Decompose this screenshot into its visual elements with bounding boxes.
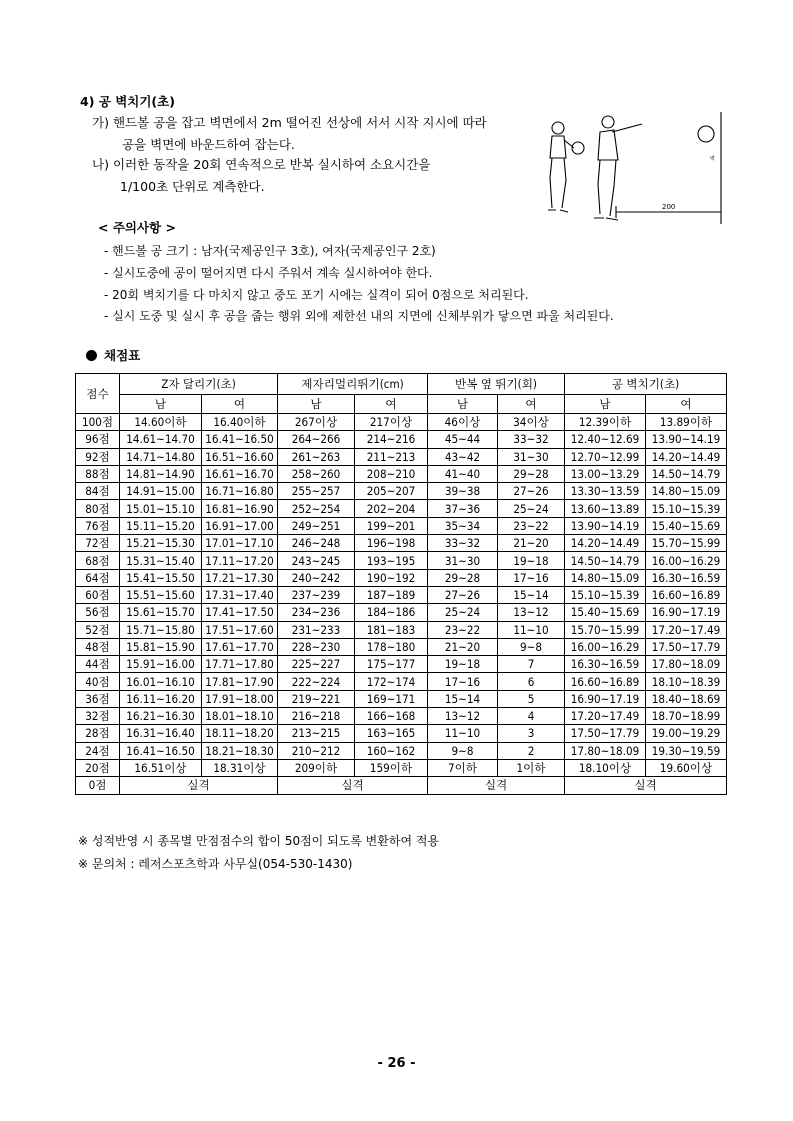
range-cell: 216~218 xyxy=(278,708,355,725)
range-cell: 14.80~15.09 xyxy=(646,483,727,500)
footnote: ※ 성적반영 시 종목별 만점점수의 합이 50점이 되도록 변환하여 적용 xyxy=(78,834,440,848)
range-cell: 14.50~14.79 xyxy=(565,552,646,569)
range-cell: 258~260 xyxy=(278,465,355,482)
range-cell: 15.40~15.69 xyxy=(646,517,727,534)
range-cell: 17.20~17.49 xyxy=(565,708,646,725)
range-cell: 13~12 xyxy=(498,604,565,621)
range-cell: 31~30 xyxy=(428,552,498,569)
range-cell: 17.61~17.70 xyxy=(202,638,278,655)
instruction-a xyxy=(92,112,487,156)
range-cell: 37~36 xyxy=(428,500,498,517)
range-cell: 16.01~16.10 xyxy=(120,673,202,690)
range-cell: 16.31~16.40 xyxy=(120,725,202,742)
table-row xyxy=(76,725,727,742)
range-cell: 16.90~17.19 xyxy=(646,604,727,621)
range-cell: 45~44 xyxy=(428,431,498,448)
range-cell: 15.40~15.69 xyxy=(565,604,646,621)
table-row xyxy=(76,465,727,482)
range-cell: 18.10~18.39 xyxy=(646,673,727,690)
range-cell: 17.41~17.50 xyxy=(202,604,278,621)
range-cell: 166~168 xyxy=(355,708,428,725)
range-cell: 27~26 xyxy=(498,483,565,500)
disqualified-cell: 실격 xyxy=(565,777,727,794)
section-title: 4) 공 벽치기(초) xyxy=(80,94,175,109)
table-row xyxy=(76,552,727,569)
score-cell: 52점 xyxy=(76,621,120,638)
range-cell: 16.30~16.59 xyxy=(565,656,646,673)
range-cell: 15.31~15.40 xyxy=(120,552,202,569)
range-cell: 17~16 xyxy=(498,569,565,586)
disqualified-cell: 실격 xyxy=(278,777,428,794)
range-cell: 18.11~18.20 xyxy=(202,725,278,742)
range-cell: 34이상 xyxy=(498,414,565,431)
range-cell: 181~183 xyxy=(355,621,428,638)
range-cell: 9~8 xyxy=(498,638,565,655)
range-cell: 19.30~19.59 xyxy=(646,742,727,759)
range-cell: 29~28 xyxy=(428,569,498,586)
score-cell: 44점 xyxy=(76,656,120,673)
range-cell: 15.61~15.70 xyxy=(120,604,202,621)
range-cell: 16.11~16.20 xyxy=(120,690,202,707)
range-cell: 184~186 xyxy=(355,604,428,621)
gender-header: 남 xyxy=(565,395,646,414)
range-cell: 29~28 xyxy=(498,465,565,482)
range-cell: 33~32 xyxy=(498,431,565,448)
range-cell: 19~18 xyxy=(428,656,498,673)
score-cell: 24점 xyxy=(76,742,120,759)
range-cell: 17.31~17.40 xyxy=(202,586,278,603)
range-cell: 13.89이하 xyxy=(646,414,727,431)
range-cell: 16.41~16.50 xyxy=(120,742,202,759)
range-cell: 16.71~16.80 xyxy=(202,483,278,500)
range-cell: 1이하 xyxy=(498,759,565,776)
range-cell: 178~180 xyxy=(355,638,428,655)
table-row xyxy=(76,708,727,725)
range-cell: 16.61~16.70 xyxy=(202,465,278,482)
range-cell: 15~14 xyxy=(428,690,498,707)
score-table-body xyxy=(76,414,727,795)
range-cell: 16.60~16.89 xyxy=(646,586,727,603)
table-row xyxy=(76,483,727,500)
note-item: - 실시도중에 공이 떨어지면 다시 주워서 계속 실시하여야 한다. xyxy=(104,266,433,280)
score-cell: 36점 xyxy=(76,690,120,707)
score-cell: 72점 xyxy=(76,535,120,552)
gender-header: 남 xyxy=(278,395,355,414)
gender-header: 남 xyxy=(428,395,498,414)
range-cell: 15.41~15.50 xyxy=(120,569,202,586)
range-cell: 25~24 xyxy=(428,604,498,621)
range-cell: 14.61~14.70 xyxy=(120,431,202,448)
range-cell: 261~263 xyxy=(278,448,355,465)
notes-title: < 주의사항 > xyxy=(98,220,176,235)
score-cell: 40점 xyxy=(76,673,120,690)
table-row-disqualified xyxy=(76,777,727,794)
range-cell: 12.39이하 xyxy=(565,414,646,431)
range-cell: 14.20~14.49 xyxy=(565,535,646,552)
score-cell: 60점 xyxy=(76,586,120,603)
range-cell: 217이상 xyxy=(355,414,428,431)
range-cell: 16.30~16.59 xyxy=(646,569,727,586)
wall-mark: 벽 xyxy=(710,156,715,162)
range-cell: 15.71~15.80 xyxy=(120,621,202,638)
score-cell: 84점 xyxy=(76,483,120,500)
range-cell: 43~42 xyxy=(428,448,498,465)
range-cell: 19.00~19.29 xyxy=(646,725,727,742)
range-cell: 2 xyxy=(498,742,565,759)
range-cell: 19.60이상 xyxy=(646,759,727,776)
note-item: - 실시 도중 및 실시 후 공을 줍는 행위 외에 제한선 내의 지면에 신체부위가 닿으면 파울 처리된다. xyxy=(104,309,614,323)
range-cell: 16.40이하 xyxy=(202,414,278,431)
range-cell: 267이상 xyxy=(278,414,355,431)
score-cell: 64점 xyxy=(76,569,120,586)
range-cell: 18.21~18.30 xyxy=(202,742,278,759)
range-cell: 11~10 xyxy=(498,621,565,638)
score-table xyxy=(75,373,727,795)
page-number: - 26 - xyxy=(377,1056,416,1071)
range-cell: 14.80~15.09 xyxy=(565,569,646,586)
gender-header: 여 xyxy=(498,395,565,414)
table-row xyxy=(76,535,727,552)
instruction-marker: 나) xyxy=(92,157,109,172)
range-cell: 16.21~16.30 xyxy=(120,708,202,725)
range-cell: 163~165 xyxy=(355,725,428,742)
range-cell: 15.10~15.39 xyxy=(646,500,727,517)
score-cell: 56점 xyxy=(76,604,120,621)
table-row xyxy=(76,690,727,707)
range-cell: 17.50~17.79 xyxy=(646,638,727,655)
range-cell: 15.81~15.90 xyxy=(120,638,202,655)
range-cell: 14.91~15.00 xyxy=(120,483,202,500)
score-cell: 88점 xyxy=(76,465,120,482)
range-cell: 33~32 xyxy=(428,535,498,552)
range-cell: 17.91~18.00 xyxy=(202,690,278,707)
range-cell: 243~245 xyxy=(278,552,355,569)
range-cell: 199~201 xyxy=(355,517,428,534)
range-cell: 11~10 xyxy=(428,725,498,742)
table-row xyxy=(76,673,727,690)
range-cell: 23~22 xyxy=(498,517,565,534)
range-cell: 15.91~16.00 xyxy=(120,656,202,673)
range-cell: 196~198 xyxy=(355,535,428,552)
range-cell: 27~26 xyxy=(428,586,498,603)
table-row xyxy=(76,656,727,673)
range-cell: 13~12 xyxy=(428,708,498,725)
range-cell: 41~40 xyxy=(428,465,498,482)
range-cell: 234~236 xyxy=(278,604,355,621)
range-cell: 228~230 xyxy=(278,638,355,655)
range-cell: 193~195 xyxy=(355,552,428,569)
range-cell: 205~207 xyxy=(355,483,428,500)
range-cell: 222~224 xyxy=(278,673,355,690)
instruction-marker: 가) xyxy=(92,115,109,130)
table-row xyxy=(76,500,727,517)
range-cell: 12.40~12.69 xyxy=(565,431,646,448)
table-row xyxy=(76,742,727,759)
range-cell: 17.01~17.10 xyxy=(202,535,278,552)
range-cell: 16.51~16.60 xyxy=(202,448,278,465)
event-header: 제자리멀리뛰기(cm) xyxy=(278,374,428,395)
event-header: 반복 옆 뛰기(회) xyxy=(428,374,565,395)
range-cell: 17~16 xyxy=(428,673,498,690)
range-cell: 219~221 xyxy=(278,690,355,707)
score-cell: 20점 xyxy=(76,759,120,776)
range-cell: 17.51~17.60 xyxy=(202,621,278,638)
table-row xyxy=(76,604,727,621)
range-cell: 13.60~13.89 xyxy=(565,500,646,517)
range-cell: 12.70~12.99 xyxy=(565,448,646,465)
range-cell: 169~171 xyxy=(355,690,428,707)
range-cell: 17.21~17.30 xyxy=(202,569,278,586)
range-cell: 16.41~16.50 xyxy=(202,431,278,448)
score-cell: 92점 xyxy=(76,448,120,465)
range-cell: 18.01~18.10 xyxy=(202,708,278,725)
range-cell: 17.80~18.09 xyxy=(646,656,727,673)
instruction-b xyxy=(92,154,430,198)
range-cell: 18.70~18.99 xyxy=(646,708,727,725)
range-cell: 16.51이상 xyxy=(120,759,202,776)
range-cell: 7이하 xyxy=(428,759,498,776)
range-cell: 17.20~17.49 xyxy=(646,621,727,638)
note-item: - 핸드볼 공 크기 : 남자(국제공인구 3호), 여자(국제공인구 2호) xyxy=(104,244,436,258)
table-row xyxy=(76,586,727,603)
range-cell: 16.90~17.19 xyxy=(565,690,646,707)
table-title: 채점표 xyxy=(104,348,141,363)
footnote: ※ 문의처 : 레저스포츠학과 사무실(054-530-1430) xyxy=(78,857,353,871)
range-cell: 18.40~18.69 xyxy=(646,690,727,707)
range-cell: 23~22 xyxy=(428,621,498,638)
range-cell: 208~210 xyxy=(355,465,428,482)
range-cell: 17.71~17.80 xyxy=(202,656,278,673)
range-cell: 16.00~16.29 xyxy=(565,638,646,655)
range-cell: 249~251 xyxy=(278,517,355,534)
score-cell: 0점 xyxy=(76,777,120,794)
range-cell: 31~30 xyxy=(498,448,565,465)
instruction-line: 이러한 동작을 20회 연속적으로 반복 실시하여 소요시간을 xyxy=(112,157,431,172)
instruction-line: 핸드볼 공을 잡고 벽면에서 2m 떨어진 선상에 서서 시작 지시에 따라 xyxy=(112,115,487,130)
range-cell: 15.21~15.30 xyxy=(120,535,202,552)
range-cell: 255~257 xyxy=(278,483,355,500)
score-cell: 68점 xyxy=(76,552,120,569)
range-cell: 213~215 xyxy=(278,725,355,742)
range-cell: 14.71~14.80 xyxy=(120,448,202,465)
range-cell: 18.10이상 xyxy=(565,759,646,776)
table-row xyxy=(76,569,727,586)
table-row xyxy=(76,638,727,655)
range-cell: 17.11~17.20 xyxy=(202,552,278,569)
wall-throw-illustration xyxy=(538,108,728,228)
range-cell: 237~239 xyxy=(278,586,355,603)
score-header: 점수 xyxy=(76,374,120,414)
range-cell: 15.11~15.20 xyxy=(120,517,202,534)
score-cell: 96점 xyxy=(76,431,120,448)
score-cell: 32점 xyxy=(76,708,120,725)
range-cell: 21~20 xyxy=(498,535,565,552)
range-cell: 16.91~17.00 xyxy=(202,517,278,534)
range-cell: 15.01~15.10 xyxy=(120,500,202,517)
instruction-line: 공을 벽면에 바운드하여 잡는다. xyxy=(122,137,295,152)
table-row xyxy=(76,431,727,448)
range-cell: 46이상 xyxy=(428,414,498,431)
range-cell: 17.50~17.79 xyxy=(565,725,646,742)
range-cell: 14.50~14.79 xyxy=(646,465,727,482)
range-cell: 159이하 xyxy=(355,759,428,776)
range-cell: 39~38 xyxy=(428,483,498,500)
range-cell: 13.00~13.29 xyxy=(565,465,646,482)
range-cell: 214~216 xyxy=(355,431,428,448)
range-cell: 13.90~14.19 xyxy=(565,517,646,534)
gender-header: 남 xyxy=(120,395,202,414)
table-row xyxy=(76,621,727,638)
table-row xyxy=(76,759,727,776)
distance-label: 200 xyxy=(662,203,676,211)
score-cell: 80점 xyxy=(76,500,120,517)
gender-header: 여 xyxy=(202,395,278,414)
range-cell: 16.81~16.90 xyxy=(202,500,278,517)
gender-header: 여 xyxy=(355,395,428,414)
table-row xyxy=(76,517,727,534)
range-cell: 4 xyxy=(498,708,565,725)
range-cell: 190~192 xyxy=(355,569,428,586)
range-cell: 264~266 xyxy=(278,431,355,448)
bullet-icon xyxy=(86,350,97,361)
range-cell: 15.70~15.99 xyxy=(565,621,646,638)
range-cell: 175~177 xyxy=(355,656,428,673)
range-cell: 210~212 xyxy=(278,742,355,759)
range-cell: 13.90~14.19 xyxy=(646,431,727,448)
range-cell: 231~233 xyxy=(278,621,355,638)
range-cell: 5 xyxy=(498,690,565,707)
range-cell: 3 xyxy=(498,725,565,742)
range-cell: 15.70~15.99 xyxy=(646,535,727,552)
range-cell: 35~34 xyxy=(428,517,498,534)
range-cell: 16.00~16.29 xyxy=(646,552,727,569)
range-cell: 14.81~14.90 xyxy=(120,465,202,482)
range-cell: 18.31이상 xyxy=(202,759,278,776)
range-cell: 16.60~16.89 xyxy=(565,673,646,690)
disqualified-cell: 실격 xyxy=(120,777,278,794)
range-cell: 17.81~17.90 xyxy=(202,673,278,690)
range-cell: 240~242 xyxy=(278,569,355,586)
event-header: 공 벽치기(초) xyxy=(565,374,727,395)
range-cell: 252~254 xyxy=(278,500,355,517)
range-cell: 15.10~15.39 xyxy=(565,586,646,603)
range-cell: 7 xyxy=(498,656,565,673)
table-row xyxy=(76,414,727,431)
range-cell: 14.60이하 xyxy=(120,414,202,431)
range-cell: 211~213 xyxy=(355,448,428,465)
score-cell: 76점 xyxy=(76,517,120,534)
note-item: - 20회 벽치기를 다 마치지 않고 중도 포기 시에는 실격이 되어 0점으로 처리된다. xyxy=(104,288,529,302)
gender-header: 여 xyxy=(646,395,727,414)
range-cell: 25~24 xyxy=(498,500,565,517)
score-cell: 48점 xyxy=(76,638,120,655)
range-cell: 19~18 xyxy=(498,552,565,569)
range-cell: 246~248 xyxy=(278,535,355,552)
range-cell: 202~204 xyxy=(355,500,428,517)
table-row xyxy=(76,448,727,465)
range-cell: 160~162 xyxy=(355,742,428,759)
range-cell: 17.80~18.09 xyxy=(565,742,646,759)
range-cell: 15.51~15.60 xyxy=(120,586,202,603)
range-cell: 6 xyxy=(498,673,565,690)
range-cell: 225~227 xyxy=(278,656,355,673)
range-cell: 209이하 xyxy=(278,759,355,776)
range-cell: 15~14 xyxy=(498,586,565,603)
table-heading xyxy=(86,346,140,364)
range-cell: 172~174 xyxy=(355,673,428,690)
score-cell: 28점 xyxy=(76,725,120,742)
range-cell: 14.20~14.49 xyxy=(646,448,727,465)
instruction-line: 1/100초 단위로 계측한다. xyxy=(120,179,265,194)
disqualified-cell: 실격 xyxy=(428,777,565,794)
range-cell: 13.30~13.59 xyxy=(565,483,646,500)
score-cell: 100점 xyxy=(76,414,120,431)
range-cell: 9~8 xyxy=(428,742,498,759)
range-cell: 21~20 xyxy=(428,638,498,655)
range-cell: 187~189 xyxy=(355,586,428,603)
event-header: Z자 달리기(초) xyxy=(120,374,278,395)
